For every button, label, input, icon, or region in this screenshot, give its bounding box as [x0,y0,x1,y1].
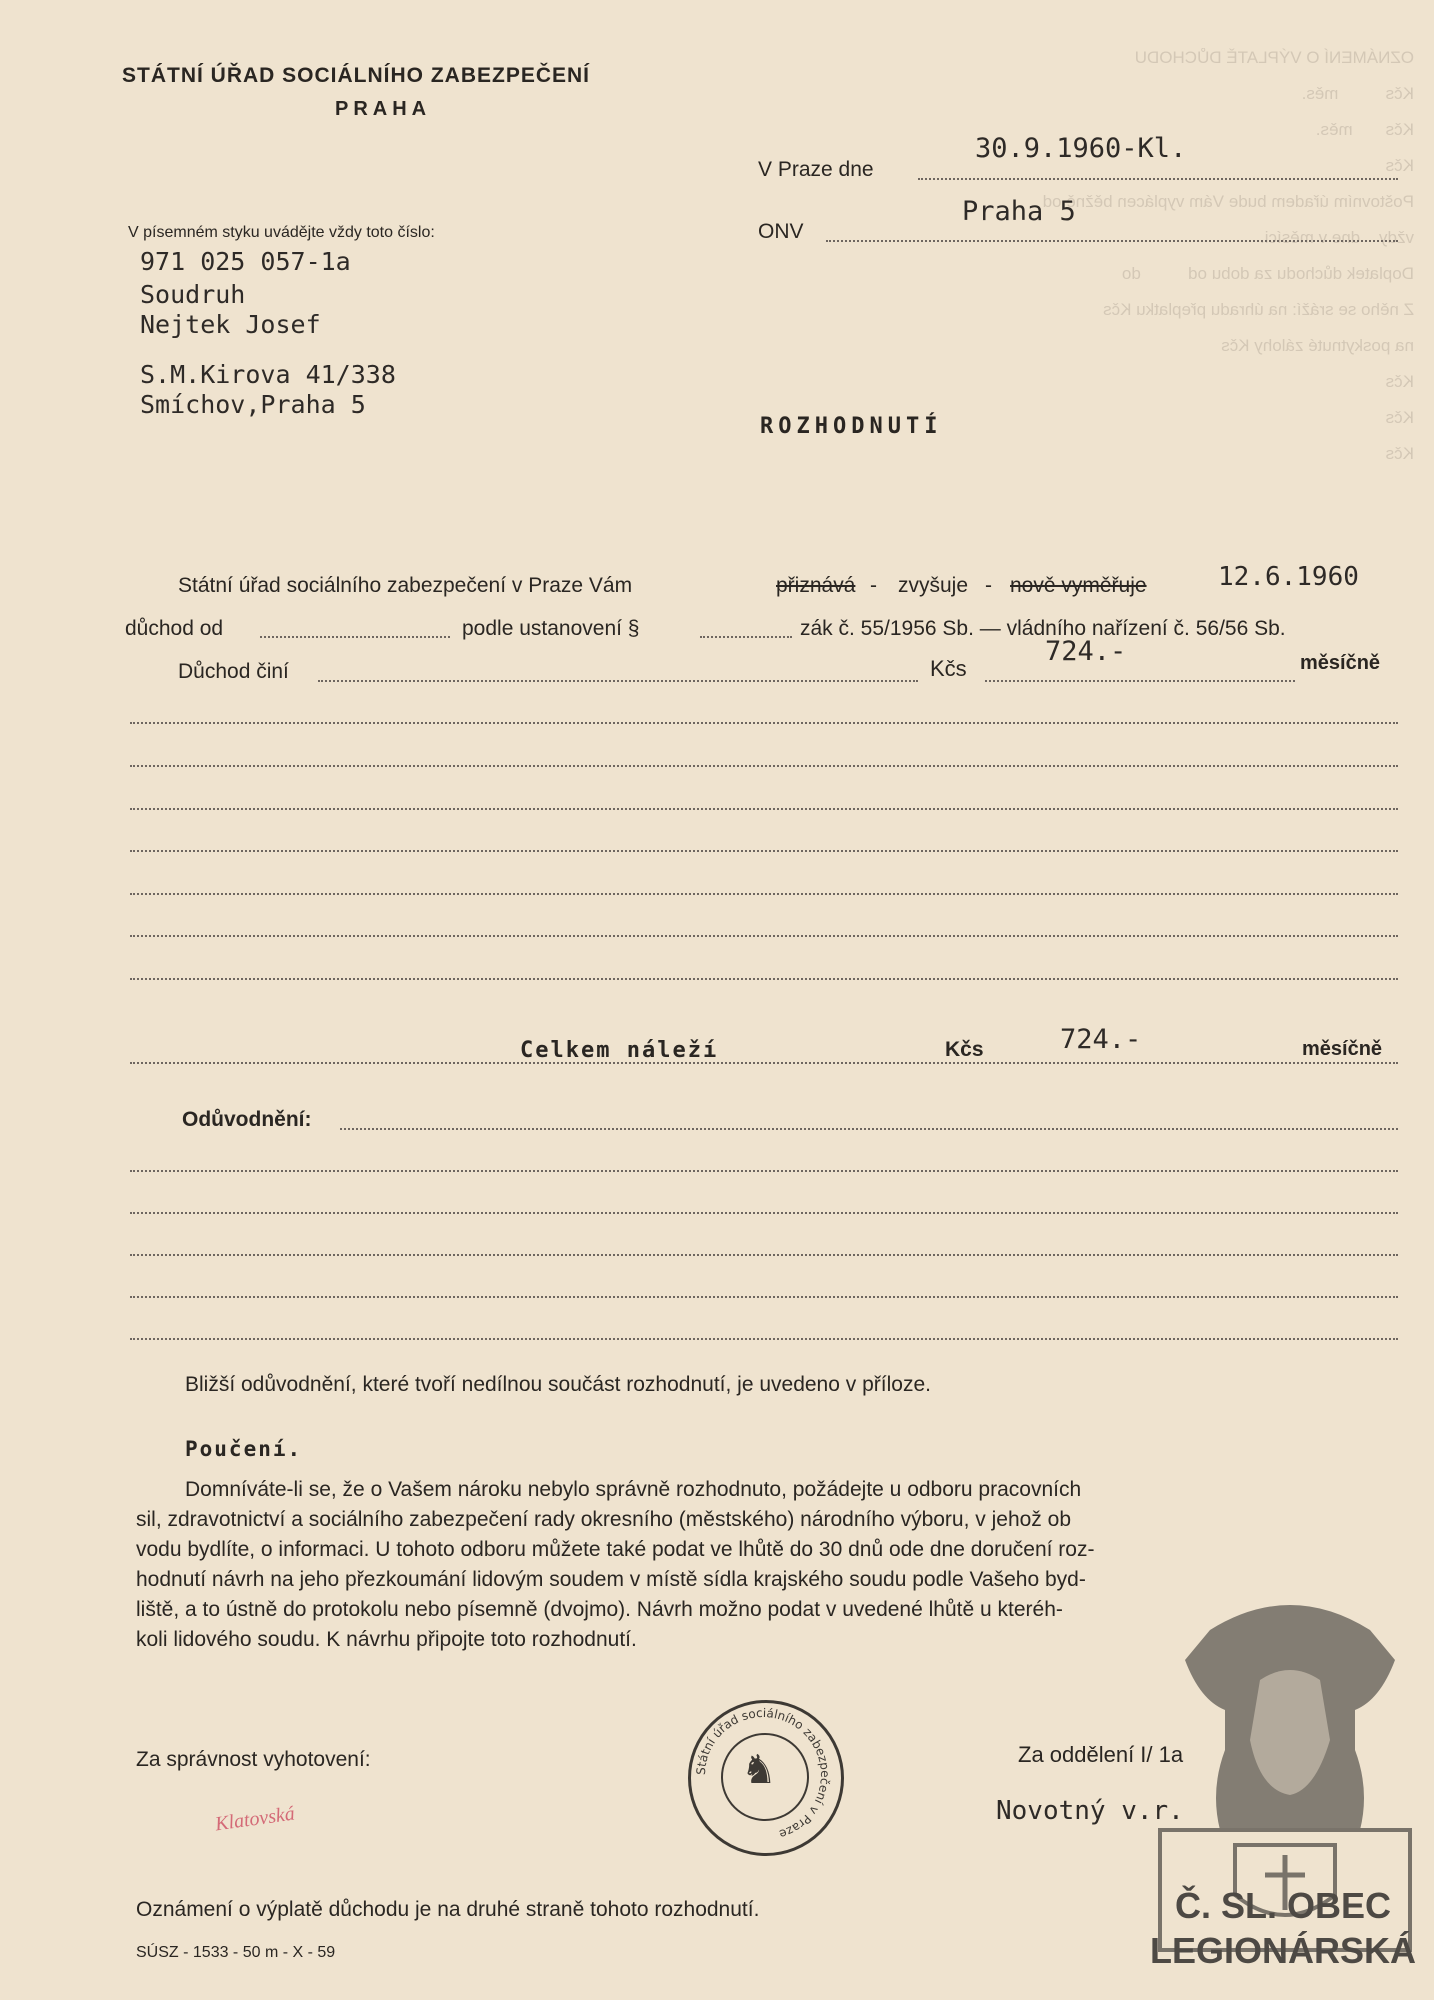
justification-label: Odůvodnění: [182,1108,312,1131]
blank-line [130,765,1398,767]
department-label: Za oddělení I/ 1a [1018,1742,1184,1767]
blank-line [130,978,1398,980]
dash-1: - [870,574,877,597]
addressee-line-1: Soudruh [140,280,246,309]
total-amount: 724.- [1060,1024,1142,1055]
document-title: ROZHODNUTÍ [760,414,943,439]
round-stamp-text: Státní úřad sociálního zabezpečení v Praze [693,1705,833,1842]
date-dotted-line [918,178,1398,180]
place-date-label: V Praze dne [758,158,874,181]
provision-dotted [700,636,792,638]
total-dotted-line [130,1062,1398,1064]
blank-line [130,808,1398,810]
justification-line [130,1296,1398,1298]
justification-line [130,1254,1398,1256]
decision-prefix: Státní úřad sociálního zabezpečení v Praze Vám [178,574,633,597]
total-label: Celkem náleží [520,1038,719,1063]
red-name-stamp: Klatovská [213,1802,297,1836]
onv-label: ONV [758,220,804,243]
justification-line [340,1128,1398,1130]
annex-note: Bližší odůvodnění, které tvoří nedílnou součást rozhodnutí, je uvedeno v příloze. [185,1373,931,1396]
amount-value: 724.- [1045,636,1127,667]
instruction-line-5: liště, a to ústně do protokolu nebo písemně (dvojmo). Návrh možno podat v uvedené lhůtě u kteréh- [136,1598,1063,1621]
instruction-line-6: koli lidového soudu. K návrhu připojte toto rozhodnutí. [136,1628,637,1651]
increases-word: zvyšuje [898,574,969,597]
blank-line [130,850,1398,852]
instruction-label: Poučení. [185,1437,303,1461]
form-code: SÚSZ - 1533 - 50 m - X - 59 [136,1944,336,1961]
total-currency: Kčs [945,1038,984,1061]
reference-note: V písemném styku uvádějte vždy toto číslo: [128,224,435,241]
instruction-line-2: sil, zdravotnictví a sociálního zabezpečení rady okresního (městského) národního výboru, v jehož ob [136,1508,1072,1531]
bleed-through-reverse: OZNÁMENÍ O VÝPLATĚ DŮCHODU Kčs měs. Kčs měs. Kčs Poštovním úřadem bude Vám vyplácen běžně od vždy dne v měsíci. Doplatek důchodu za dobu od do Z něho se sráží: na úhradu přeplatku Kčs na poskytnuté zálohy Kčs Kčs Kčs Kčs [1042,48,1414,463]
addressee-name: Nejtek Josef [140,310,321,339]
amount-currency: Kčs [930,656,967,681]
blank-line [130,935,1398,937]
instruction-line-3: vodu bydlíte, o informaci. U tohoto odboru můžete také podat ve lhůtě do 30 dnů ode dne doručení roz- [136,1538,1095,1561]
instruction-line-4: hodnutí návrh na jeho přezkoumání lidovým soudem v místě sídla krajského soudu podle Vašeho byd- [136,1568,1086,1591]
struck-grants: přiznává [776,574,856,597]
round-official-stamp [688,1700,844,1856]
justification-line [130,1338,1398,1340]
reference-number: 971 025 057-1a [140,247,351,276]
justification-line [130,1212,1398,1214]
signature: Novotný v.r. [996,1796,1184,1826]
onv-dotted-line [826,240,1398,242]
amount-label: Důchod činí [178,660,289,683]
amount-value-dotted [985,680,1295,682]
amount-monthly: měsíčně [1300,652,1381,674]
date-value: 30.9.1960-Kl. [975,133,1187,164]
pension-from-dotted [260,636,450,638]
office-name: STÁTNÍ ÚŘAD SOCIÁLNÍHO ZABEZPEČENÍ [122,64,591,87]
watermark-line-1: Č. SL. OBEC [1174,1885,1392,1926]
reverse-notice: Oznámení o výplatě důchodu je na druhé straně tohoto rozhodnutí. [136,1898,760,1921]
amount-dotted [318,680,918,682]
struck-newly-assesses: nově vyměřuje [1010,574,1147,597]
provision-label: podle ustanovení § [462,617,640,640]
office-city: PRAHA [335,98,432,120]
correctness-label: Za správnost vyhotovení: [136,1748,371,1771]
justification-line [130,1170,1398,1172]
addressee-city: Smíchov,Praha 5 [140,390,366,419]
pension-from-label: důchod od [125,617,224,640]
onv-value: Praha 5 [962,196,1076,227]
effective-date: 12.6.1960 [1218,562,1359,592]
blank-line [130,722,1398,724]
law-reference: zák č. 55/1956 Sb. — vládního nařízení č. 56/56 Sb. [800,617,1286,640]
dash-2: - [985,574,992,597]
instruction-line-1: Domníváte-li se, že o Vašem nároku nebylo správně rozhodnuto, požádejte u odboru pracovních [185,1478,1082,1501]
watermark-line-2: LEGIONÁRSKÁ [1149,1930,1416,1971]
lion-emblem-icon: ♞ [741,1747,777,1793]
addressee-street: S.M.Kirova 41/338 [140,360,396,389]
blank-line [130,893,1398,895]
total-monthly: měsíčně [1302,1038,1383,1060]
